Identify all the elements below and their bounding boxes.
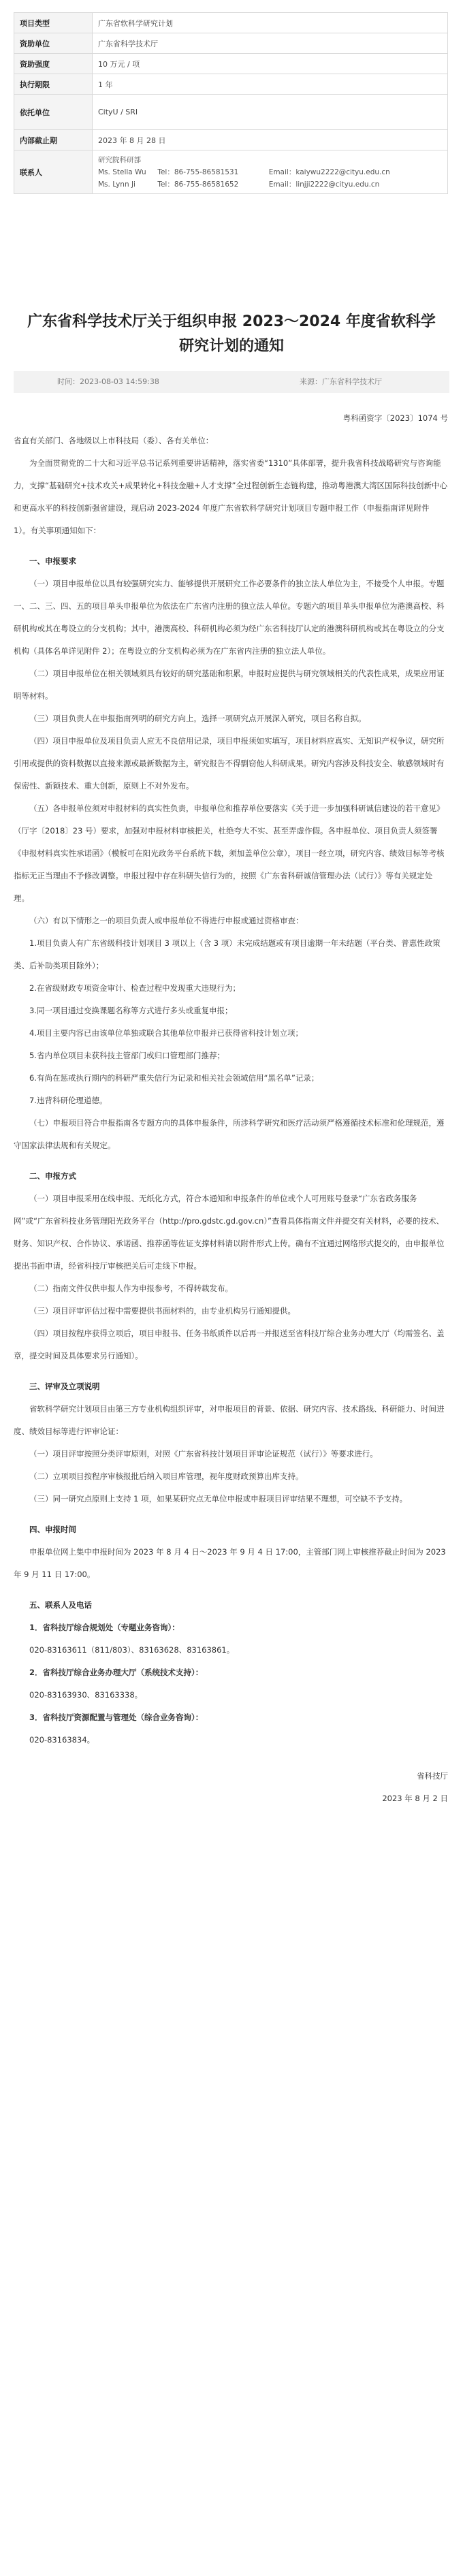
salutation: 省直有关部门、各地级以上市科技局（委）、各有关单位：: [14, 436, 214, 445]
contact-line: [98, 178, 442, 191]
info-row: [14, 13, 448, 33]
info-value: 10 万元 / 项: [93, 54, 448, 74]
info-row: [14, 74, 448, 95]
info-value: 1 年: [93, 74, 448, 95]
paragraph: （三）同一研究点原则上支持 1 项，如果某研究点无单位申报或申报项目评审结果不理想，可空缺不予支持。: [29, 1494, 408, 1504]
info-label: 执行期限: [14, 74, 93, 95]
info-value: CityU / SRI: [93, 95, 448, 130]
paragraph: （六）有以下情形之一的项目负责人或申报单位不得进行申报或通过资格审查：: [29, 916, 304, 925]
info-label: 项目类型: [14, 13, 93, 33]
list-item: 5.省内单位项目未获科技主管部门或归口管理部门推荐；: [29, 1051, 225, 1060]
paragraph: （一）项目申报采用在线申报、无纸化方式，符合本通知和申报条件的单位或个人可用账号登录“广东省政务服务网”或“广东省科技业务管理阳光政务平台（http://pro.gdstc.gd.gov.cn）”查看具体指南文件并提交有关材料，必要的技术、财务、知识产权、合作协议、承诺函、推荐函等佐证支撑材料请以附件形式上传。确有不宜通过网络形式提交的，由申报单位提出书面申请，经省科技厅审核把关后可走线下申报。: [14, 1194, 445, 1271]
article-meta-bar: [14, 371, 449, 393]
info-label: 内部截止期: [14, 130, 93, 150]
section-heading: 二、申报方式: [29, 1171, 76, 1181]
info-row: [14, 130, 448, 150]
paragraph: （三）项目评审评估过程中需要提供书面材料的，由专业机构另行通知提供。: [29, 1306, 296, 1316]
contact-item: 2．省科技厅综合业务办理大厅（系统技术支持）：: [29, 1668, 204, 1677]
paragraph: （一）项目申报单位以具有较强研究实力、能够提供开展研究工作必要条件的独立法人单位为主，不接受个人申报。专题一、二、三、四、五的项目单头申报单位为依法在广东省内注册的独立法人单位。专题六的项目单头申报单位为港澳高校、科研机构或其在粤设立的分支机构；其中，港澳高校、科研机构必须为经广东省科技厅认定的港澳科研机构或其在粤设立的分支机构（具体名单详见附件 2）；在粤设立的分支机构必须为在广东省内注册的独立法人单位。: [14, 579, 445, 656]
contact-tel: Tel：86-755-86581652: [157, 180, 239, 189]
paragraph: （三）项目负责人在申报指南列明的研究方向上，选择一项研究点开展深入研究，项目名称自拟。: [29, 714, 366, 723]
paragraph: （四）项目申报单位及项目负责人应无不良信用记录，项目申报须如实填写，项目材料应真实、无知识产权争议，研究所引用或提供的资料数据以直接来源或最新数据为主，研究报告不得剽窃他人科研成果。研究内容涉及科技安全、敏感领域时有保密性、新颖技术、重大创新，原则上不对外发布。: [14, 736, 445, 791]
contact-name: Ms. Lynn Ji: [98, 180, 135, 189]
section-heading: 四、申报时间: [29, 1525, 76, 1534]
section-heading: 一、申报要求: [29, 556, 76, 566]
list-item: 6.有尚在惩戒执行期内的科研严重失信行为记录和相关社会领域信用“黑名单”记录；: [29, 1073, 319, 1083]
list-item: 4.项目主要内容已由该单位单独或联合其他单位申报并已获得省科技计划立项；: [29, 1028, 303, 1038]
info-row: [14, 95, 448, 130]
paragraph: （二）指南文件仅供申报人作为申报参考，不得转载发布。: [29, 1284, 233, 1293]
paragraph: （二）项目申报单位在相关领域须具有较好的研究基础和积累，申报时应提供与研究领域相关的代表性成果，成果应用证明等材料。: [14, 669, 445, 701]
article-source: 来源：广东省科学技术厅: [300, 377, 382, 386]
contact-name: Ms. Stella Wu: [98, 168, 146, 176]
contact-email[interactable]: Email：kaiywu2222@cityu.edu.cn: [268, 168, 390, 176]
project-info-table: [14, 12, 448, 194]
paragraph: （七）申报项目符合申报指南各专题方向的具体申报条件，所涉科学研究和医疗活动须严格遵循技术标准和伦理规范，遵守国家法律法规和有关规定。: [14, 1118, 445, 1150]
paragraph: （一）项目评审按照分类评审原则，对照《广东省科技计划项目评审论证规范（试行）》等要求进行。: [29, 1449, 378, 1459]
section-heading: 三、评审及立项说明: [29, 1382, 100, 1391]
info-label: 资助单位: [14, 33, 93, 54]
signature: 省科技厅: [417, 1771, 448, 1781]
contact-line: [98, 166, 442, 178]
info-value: 2023 年 8 月 28 日: [93, 130, 448, 150]
article-title: 广东省科学技术厅关于组织申报 2023～2024 年度省软科学研究计划的通知: [27, 313, 436, 355]
document-number: 粤科函资字〔2023〕1074 号: [342, 413, 448, 423]
contact-department: 研究院科研部: [98, 155, 141, 164]
list-item: 3.同一项目通过变换课题名称等方式进行多头或重复申报；: [29, 1006, 233, 1015]
contact-email[interactable]: Email：linjji2222@cityu.edu.cn: [268, 180, 380, 189]
paragraph: 省软科学研究计划项目由第三方专业机构组织评审，对申报项目的背景、依据、研究内容、技术路线、科研能力、时间进度、绩效目标等进行评审论证：: [14, 1404, 445, 1436]
article-body: [14, 407, 448, 1810]
info-label: 联系人: [14, 150, 93, 194]
contact-phone: 020-83163834。: [29, 1735, 95, 1745]
info-label: 资助强度: [14, 54, 93, 74]
intro-paragraph: 为全面贯彻党的二十大和习近平总书记系列重要讲话精神，落实省委“1310”具体部署，提升我省科技战略研究与咨询能力，支撑“基础研究+技术攻关+成果转化+科技金融+人才支撑”全过程创新生态链构建，推动粤港澳大湾区国际科技创新中心和更高水平的科技创新强省建设，现启动 2023-2024 年度广东省软科学研究计划项目专题申报工作（申报指南详见附件 1）。有关事项通知如下：: [14, 458, 447, 535]
contact-phone: 020-83163611（811/803）、83163628、83163861。: [29, 1645, 235, 1655]
paragraph: 申报单位网上集中申报时间为 2023 年 8 月 4 日～2023 年 9 月 4 日 17:00，主管部门网上审核推荐截止时间为 2023 年 9 月 11 日 17:00。: [14, 1547, 446, 1579]
section-heading: 五、联系人及电话: [29, 1600, 92, 1610]
contact-block: [98, 154, 442, 191]
contact-item: 3．省科技厅资源配置与管理处（综合业务咨询）：: [29, 1713, 204, 1722]
contact-tel: Tel：86-755-86581531: [157, 168, 239, 176]
publish-time: 时间：2023-08-03 14:59:38: [57, 377, 159, 386]
info-row: [14, 54, 448, 74]
paragraph: （四）项目按程序获得立项后，项目申报书、任务书纸质件以后再一并报送至省科技厅综合业务办理大厅（均需签名、盖章，提交时间及具体要求另行通知）。: [14, 1329, 445, 1361]
paragraph: （二）立项项目按程序审核报批后纳入项目库管理，视年度财政预算出库支持。: [29, 1472, 304, 1481]
paragraph: （五）各申报单位须对申报材料的真实性负责，申报单位和推荐单位要落实《关于进一步加强科研诚信建设的若干意见》（厅字〔2018〕23 号）要求，加强对申报材料审核把关，杜绝夸大不实、甚至弄虚作假。各申报单位、项目负责人须签署《申报材料真实性承诺函》（模板可在阳光政务平台系统下载，须加盖单位公章），项目一经立项，研究内容、绩效目标等考核指标无正当理由不予修改调整。申报过程中存在科研失信行为的，按照《广东省科研诚信管理办法（试行）》等有关规定处理。: [14, 804, 445, 903]
info-row: [14, 33, 448, 54]
list-item: 1.项目负责人有广东省级科技计划项目 3 项以上（含 3 项）未完成结题或有项目逾期一年未结题（平台类、普惠性政策类、后补助类项目除外）；: [14, 938, 441, 970]
contact-row: [14, 150, 448, 194]
info-value: 广东省软科学研究计划: [93, 13, 448, 33]
info-value: 广东省科学技术厅: [93, 33, 448, 54]
contact-item: 1．省科技厅综合规划处（专题业务咨询）：: [29, 1623, 180, 1632]
signature-date: 2023 年 8 月 2 日: [382, 1794, 448, 1803]
list-item: 2.在省级财政专项资金审计、检查过程中发现重大违规行为；: [29, 983, 240, 993]
contact-phone: 020-83163930、83163338。: [29, 1690, 143, 1700]
list-item: 7.违背科研伦理道德。: [29, 1096, 108, 1105]
info-label: 依托单位: [14, 95, 93, 130]
